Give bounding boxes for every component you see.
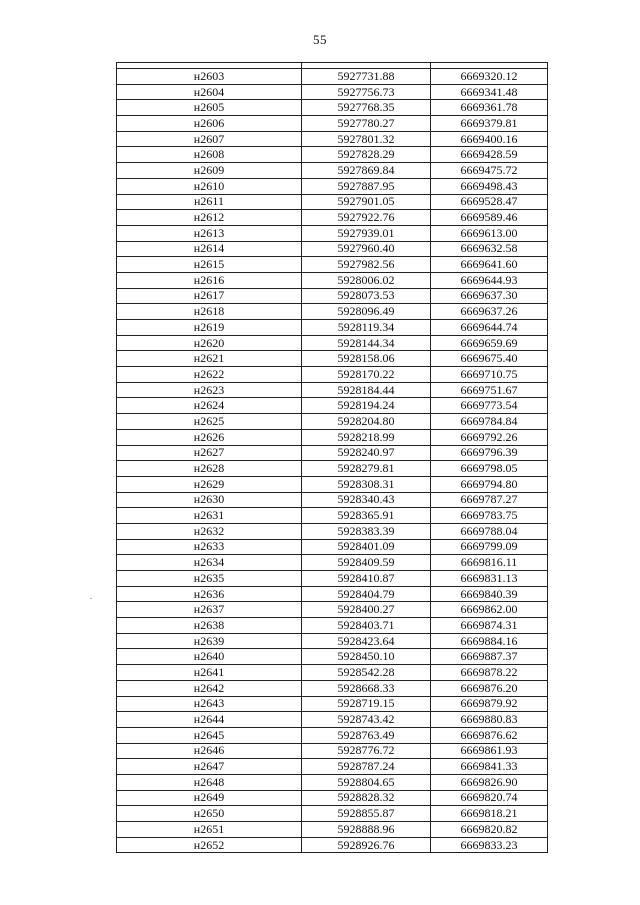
table-row bbox=[117, 586, 548, 602]
y-coordinate-cell: 6669320.12 bbox=[431, 69, 548, 85]
point-cell: н2645 bbox=[117, 727, 302, 743]
y-coordinate-cell: 6669798.05 bbox=[431, 461, 548, 477]
point-cell: н2632 bbox=[117, 523, 302, 539]
x-coordinate-cell: 5928926.76 bbox=[302, 837, 431, 853]
y-coordinate-cell: 6669787.27 bbox=[431, 492, 548, 508]
y-coordinate-cell: 6669341.48 bbox=[431, 84, 548, 100]
point-cell: н2639 bbox=[117, 633, 302, 649]
table-row bbox=[117, 649, 548, 665]
x-coordinate-cell: 5927887.95 bbox=[302, 178, 431, 194]
point-cell: н2613 bbox=[117, 225, 302, 241]
y-coordinate-cell: 6669641.60 bbox=[431, 257, 548, 273]
point-cell: н2618 bbox=[117, 304, 302, 320]
y-coordinate-cell: 6669879.92 bbox=[431, 696, 548, 712]
x-coordinate-cell: 5928719.15 bbox=[302, 696, 431, 712]
y-coordinate-cell: 6669818.21 bbox=[431, 806, 548, 822]
x-coordinate-cell: 5928365.91 bbox=[302, 508, 431, 524]
y-coordinate-cell: 6669874.31 bbox=[431, 618, 548, 634]
x-coordinate-cell: 5927768.35 bbox=[302, 100, 431, 116]
table-row bbox=[117, 131, 548, 147]
table-row bbox=[117, 414, 548, 430]
x-coordinate-cell: 5928240.97 bbox=[302, 445, 431, 461]
point-cell: н2611 bbox=[117, 194, 302, 210]
x-coordinate-cell: 5927901.05 bbox=[302, 194, 431, 210]
y-coordinate-cell: 6669831.13 bbox=[431, 571, 548, 587]
x-coordinate-cell: 5927756.73 bbox=[302, 84, 431, 100]
point-cell: н2638 bbox=[117, 618, 302, 634]
point-cell: н2603 bbox=[117, 69, 302, 85]
y-coordinate-cell: 6669637.30 bbox=[431, 288, 548, 304]
y-coordinate-cell: 6669498.43 bbox=[431, 178, 548, 194]
table-row bbox=[117, 398, 548, 414]
y-coordinate-cell: 6669659.69 bbox=[431, 335, 548, 351]
table-row bbox=[117, 445, 548, 461]
x-coordinate-cell: 5928409.59 bbox=[302, 555, 431, 571]
x-coordinate-cell: 5928743.42 bbox=[302, 712, 431, 728]
x-coordinate-cell: 5928006.02 bbox=[302, 272, 431, 288]
point-cell: н2614 bbox=[117, 241, 302, 257]
point-cell: н2628 bbox=[117, 461, 302, 477]
table-row bbox=[117, 257, 548, 273]
point-cell: н2607 bbox=[117, 131, 302, 147]
y-coordinate-cell: 6669816.11 bbox=[431, 555, 548, 571]
y-coordinate-cell: 6669820.82 bbox=[431, 822, 548, 838]
point-cell: н2652 bbox=[117, 837, 302, 853]
table-row bbox=[117, 367, 548, 383]
y-coordinate-cell: 6669400.16 bbox=[431, 131, 548, 147]
table-row bbox=[117, 304, 548, 320]
point-cell: н2609 bbox=[117, 163, 302, 179]
y-coordinate-cell: 6669862.00 bbox=[431, 602, 548, 618]
y-coordinate-cell: 6669751.67 bbox=[431, 382, 548, 398]
y-coordinate-cell: 6669475.72 bbox=[431, 163, 548, 179]
y-coordinate-cell: 6669876.62 bbox=[431, 727, 548, 743]
x-coordinate-cell: 5928144.34 bbox=[302, 335, 431, 351]
x-coordinate-cell: 5928828.32 bbox=[302, 790, 431, 806]
y-coordinate-cell: 6669833.23 bbox=[431, 837, 548, 853]
x-coordinate-cell: 5928073.53 bbox=[302, 288, 431, 304]
x-coordinate-cell: 5928308.31 bbox=[302, 476, 431, 492]
y-coordinate-cell: 6669644.74 bbox=[431, 320, 548, 336]
point-cell: н2643 bbox=[117, 696, 302, 712]
y-coordinate-cell: 6669675.40 bbox=[431, 351, 548, 367]
point-cell: н2627 bbox=[117, 445, 302, 461]
point-cell: н2608 bbox=[117, 147, 302, 163]
x-coordinate-cell: 5928194.24 bbox=[302, 398, 431, 414]
x-coordinate-cell: 5928218.99 bbox=[302, 429, 431, 445]
x-coordinate-cell: 5928158.06 bbox=[302, 351, 431, 367]
x-coordinate-cell: 5927939.01 bbox=[302, 225, 431, 241]
y-coordinate-cell: 6669589.46 bbox=[431, 210, 548, 226]
y-coordinate-cell: 6669784.84 bbox=[431, 414, 548, 430]
point-cell: н2649 bbox=[117, 790, 302, 806]
y-coordinate-cell: 6669876.20 bbox=[431, 680, 548, 696]
x-coordinate-cell: 5928096.49 bbox=[302, 304, 431, 320]
coordinates-table-body bbox=[117, 63, 548, 853]
table-row bbox=[117, 100, 548, 116]
y-coordinate-cell: 6669528.47 bbox=[431, 194, 548, 210]
table-row bbox=[117, 147, 548, 163]
table-row bbox=[117, 774, 548, 790]
y-coordinate-cell: 6669826.90 bbox=[431, 774, 548, 790]
coordinates-table bbox=[116, 62, 548, 853]
table-row bbox=[117, 618, 548, 634]
point-cell: н2615 bbox=[117, 257, 302, 273]
point-cell: н2616 bbox=[117, 272, 302, 288]
table-row bbox=[117, 84, 548, 100]
table-row bbox=[117, 680, 548, 696]
x-coordinate-cell: 5928888.96 bbox=[302, 822, 431, 838]
x-coordinate-cell: 5928776.72 bbox=[302, 743, 431, 759]
x-coordinate-cell: 5928383.39 bbox=[302, 523, 431, 539]
x-coordinate-cell: 5928404.79 bbox=[302, 586, 431, 602]
x-coordinate-cell: 5927982.56 bbox=[302, 257, 431, 273]
table-row bbox=[117, 194, 548, 210]
x-coordinate-cell: 5928804.65 bbox=[302, 774, 431, 790]
y-coordinate-cell: 6669710.75 bbox=[431, 367, 548, 383]
x-coordinate-cell: 5928668.33 bbox=[302, 680, 431, 696]
x-coordinate-cell: 5927801.32 bbox=[302, 131, 431, 147]
table-row bbox=[117, 822, 548, 838]
table-row bbox=[117, 163, 548, 179]
point-cell: н2641 bbox=[117, 665, 302, 681]
x-coordinate-cell: 5928423.64 bbox=[302, 633, 431, 649]
y-coordinate-cell: 6669379.81 bbox=[431, 116, 548, 132]
point-cell: н2629 bbox=[117, 476, 302, 492]
y-coordinate-cell: 6669783.75 bbox=[431, 508, 548, 524]
x-coordinate-cell: 5928763.49 bbox=[302, 727, 431, 743]
table-row bbox=[117, 759, 548, 775]
table-row bbox=[117, 633, 548, 649]
point-cell: н2617 bbox=[117, 288, 302, 304]
point-cell: н2623 bbox=[117, 382, 302, 398]
table-row bbox=[117, 712, 548, 728]
table-row bbox=[117, 351, 548, 367]
x-coordinate-cell: 5928403.71 bbox=[302, 618, 431, 634]
point-cell: н2619 bbox=[117, 320, 302, 336]
y-coordinate-cell: 6669428.59 bbox=[431, 147, 548, 163]
table-row bbox=[117, 806, 548, 822]
table-row bbox=[117, 210, 548, 226]
table-row bbox=[117, 602, 548, 618]
x-coordinate-cell: 5927869.84 bbox=[302, 163, 431, 179]
point-cell: н2631 bbox=[117, 508, 302, 524]
page-number: 55 bbox=[313, 32, 327, 47]
table-row bbox=[117, 429, 548, 445]
table-row bbox=[117, 508, 548, 524]
table-row bbox=[117, 288, 548, 304]
point-cell: н2630 bbox=[117, 492, 302, 508]
x-coordinate-cell: 5928401.09 bbox=[302, 539, 431, 555]
point-cell: н2604 bbox=[117, 84, 302, 100]
point-cell: н2642 bbox=[117, 680, 302, 696]
table-row bbox=[117, 790, 548, 806]
x-coordinate-cell: 5927828.29 bbox=[302, 147, 431, 163]
x-coordinate-cell: 5928340.43 bbox=[302, 492, 431, 508]
x-coordinate-cell: 5927960.40 bbox=[302, 241, 431, 257]
scan-artifact bbox=[90, 598, 92, 599]
table-row bbox=[117, 116, 548, 132]
y-coordinate-cell: 6669861.93 bbox=[431, 743, 548, 759]
table-row bbox=[117, 225, 548, 241]
x-coordinate-cell: 5928855.87 bbox=[302, 806, 431, 822]
point-cell: н2636 bbox=[117, 586, 302, 602]
point-cell: н2647 bbox=[117, 759, 302, 775]
y-coordinate-cell: 6669792.26 bbox=[431, 429, 548, 445]
table-row bbox=[117, 335, 548, 351]
y-coordinate-cell: 6669788.04 bbox=[431, 523, 548, 539]
x-coordinate-cell: 5927780.27 bbox=[302, 116, 431, 132]
table-row bbox=[117, 555, 548, 571]
table-row bbox=[117, 461, 548, 477]
y-coordinate-cell: 6669773.54 bbox=[431, 398, 548, 414]
x-coordinate-cell: 5928450.10 bbox=[302, 649, 431, 665]
table-row bbox=[117, 382, 548, 398]
point-cell: н2650 bbox=[117, 806, 302, 822]
table-row bbox=[117, 727, 548, 743]
x-coordinate-cell: 5928410.87 bbox=[302, 571, 431, 587]
y-coordinate-cell: 6669880.83 bbox=[431, 712, 548, 728]
point-cell: н2634 bbox=[117, 555, 302, 571]
y-coordinate-cell: 6669796.39 bbox=[431, 445, 548, 461]
x-coordinate-cell: 5928787.24 bbox=[302, 759, 431, 775]
y-coordinate-cell: 6669820.74 bbox=[431, 790, 548, 806]
point-cell: н2635 bbox=[117, 571, 302, 587]
y-coordinate-cell: 6669637.26 bbox=[431, 304, 548, 320]
y-coordinate-cell: 6669632.58 bbox=[431, 241, 548, 257]
y-coordinate-cell: 6669840.39 bbox=[431, 586, 548, 602]
table-row bbox=[117, 241, 548, 257]
point-cell: н2606 bbox=[117, 116, 302, 132]
table-row bbox=[117, 743, 548, 759]
table-row bbox=[117, 539, 548, 555]
y-coordinate-cell: 6669361.78 bbox=[431, 100, 548, 116]
y-coordinate-cell: 6669887.37 bbox=[431, 649, 548, 665]
point-cell: н2633 bbox=[117, 539, 302, 555]
table-row bbox=[117, 665, 548, 681]
table-row bbox=[117, 837, 548, 853]
x-coordinate-cell: 5928542.28 bbox=[302, 665, 431, 681]
table-row bbox=[117, 492, 548, 508]
y-coordinate-cell: 6669613.00 bbox=[431, 225, 548, 241]
point-cell: н2640 bbox=[117, 649, 302, 665]
point-cell: н2610 bbox=[117, 178, 302, 194]
table-row bbox=[117, 320, 548, 336]
table-row bbox=[117, 476, 548, 492]
x-coordinate-cell: 5928184.44 bbox=[302, 382, 431, 398]
table-row bbox=[117, 69, 548, 85]
point-cell: н2621 bbox=[117, 351, 302, 367]
point-cell: н2651 bbox=[117, 822, 302, 838]
point-cell: н2625 bbox=[117, 414, 302, 430]
table-row bbox=[117, 696, 548, 712]
point-cell: н2612 bbox=[117, 210, 302, 226]
point-cell: н2622 bbox=[117, 367, 302, 383]
point-cell: н2626 bbox=[117, 429, 302, 445]
x-coordinate-cell: 5927922.76 bbox=[302, 210, 431, 226]
table-row bbox=[117, 571, 548, 587]
x-coordinate-cell: 5927731.88 bbox=[302, 69, 431, 85]
y-coordinate-cell: 6669644.93 bbox=[431, 272, 548, 288]
x-coordinate-cell: 5928119.34 bbox=[302, 320, 431, 336]
table-row bbox=[117, 523, 548, 539]
point-cell: н2644 bbox=[117, 712, 302, 728]
x-coordinate-cell: 5928400.27 bbox=[302, 602, 431, 618]
point-cell: н2646 bbox=[117, 743, 302, 759]
x-coordinate-cell: 5928204.80 bbox=[302, 414, 431, 430]
x-coordinate-cell: 5928279.81 bbox=[302, 461, 431, 477]
table-row bbox=[117, 178, 548, 194]
x-coordinate-cell: 5928170.22 bbox=[302, 367, 431, 383]
point-cell: н2624 bbox=[117, 398, 302, 414]
point-cell: н2637 bbox=[117, 602, 302, 618]
y-coordinate-cell: 6669884.16 bbox=[431, 633, 548, 649]
y-coordinate-cell: 6669799.09 bbox=[431, 539, 548, 555]
point-cell: н2620 bbox=[117, 335, 302, 351]
y-coordinate-cell: 6669878.22 bbox=[431, 665, 548, 681]
y-coordinate-cell: 6669841.33 bbox=[431, 759, 548, 775]
point-cell: н2605 bbox=[117, 100, 302, 116]
point-cell: н2648 bbox=[117, 774, 302, 790]
y-coordinate-cell: 6669794.80 bbox=[431, 476, 548, 492]
table-row bbox=[117, 272, 548, 288]
